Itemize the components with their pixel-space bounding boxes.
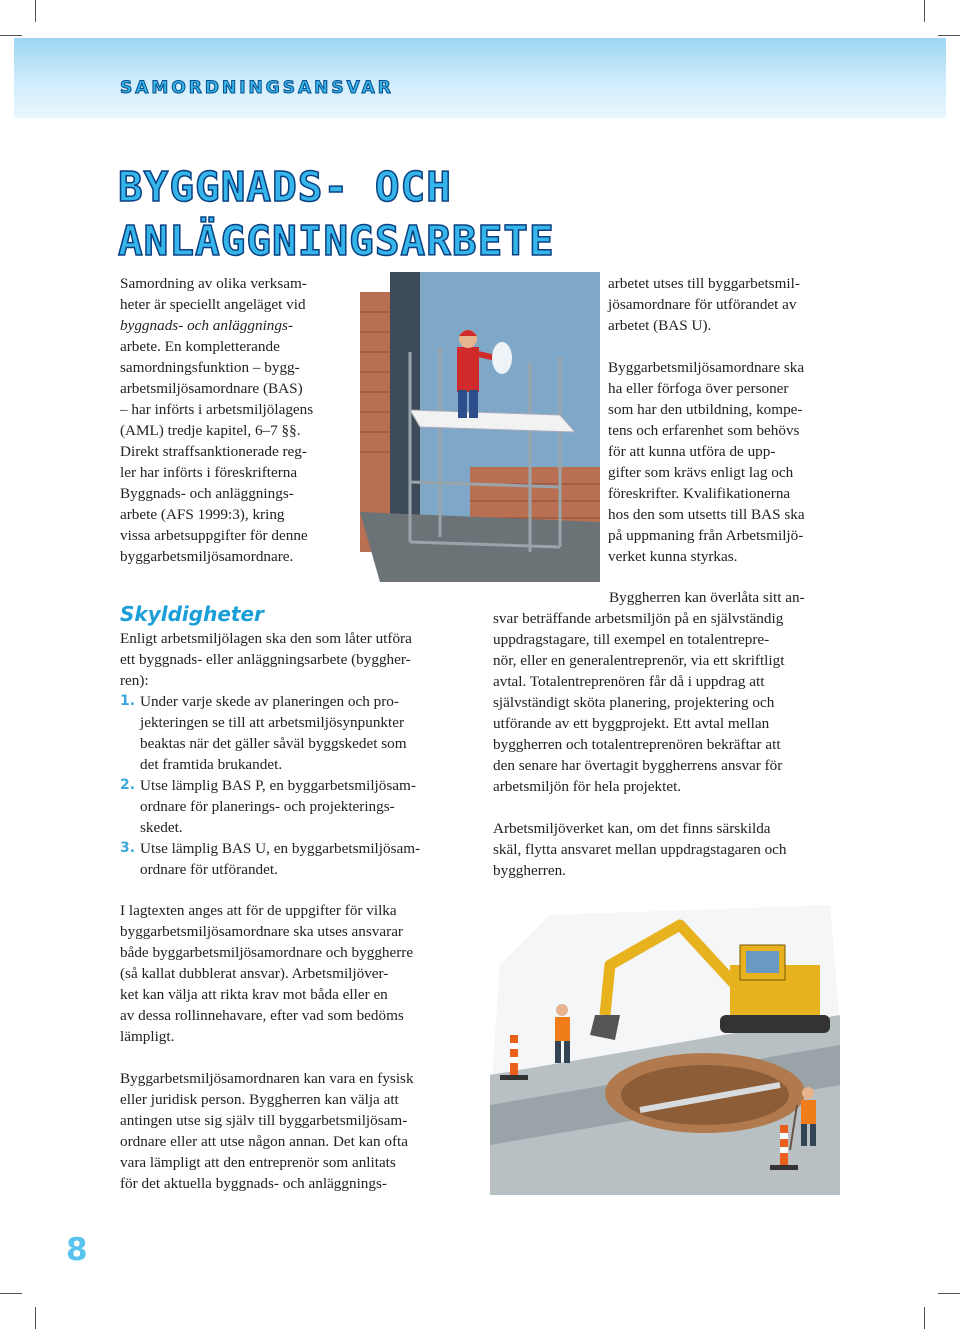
text-line: (så kallat dubblerat ansvar). Arbetsmiljöver- (120, 965, 389, 982)
text-line: heter är speciellt angeläget vid (120, 296, 306, 313)
text-line: uppdragstagare, till exempel en totalentrepre- (493, 631, 770, 648)
text-line: Utse lämplig BAS U, en byggarbetsmiljösam- (140, 840, 421, 857)
duties-list (120, 628, 470, 880)
crop-mark (938, 35, 960, 36)
text-line: både byggarbetsmiljösamordnare och byggherre (120, 944, 414, 961)
excavator-illustration (490, 905, 840, 1195)
text-line: som har den utbildning, kompe- (608, 401, 803, 418)
text-line: antingen utse sig själv till byggarbetsmiljösam- (120, 1112, 408, 1129)
text-line: föreskrifter. Kvalifikationerna (608, 485, 791, 502)
text-line: I lagtexten anges att för de uppgifter för vilka (120, 902, 397, 919)
text-line: arbetet (BAS U). (608, 317, 712, 334)
text-line: Byggarbetsmiljösamordnaren kan vara en fysisk (120, 1070, 414, 1087)
left-column-bottom (120, 900, 480, 1194)
text-line: byggarbetsmiljösamordnare ska utses ansvarar (120, 923, 403, 940)
text-line: arbete (AFS 1999:3), kring (120, 506, 285, 523)
text-line: ket kan välja att rikta krav mot båda eller en (120, 986, 388, 1003)
text-line: ha eller förfoga över personer (608, 380, 789, 397)
crop-mark (0, 1293, 22, 1294)
text-line: jekteringen se till att arbetsmiljösynpunkter (140, 714, 405, 731)
right-column-middle (493, 587, 853, 881)
text-line: ett byggnads- eller anläggningsarbete (byggher- (120, 651, 411, 668)
section-heading: Skyldigheter (120, 602, 264, 626)
text-line: arbetsmiljön för hela projektet. (493, 778, 682, 795)
text-line: jösamordnare för utförandet av (608, 296, 797, 313)
text-line: Direkt straffsanktionerade reg- (120, 443, 307, 460)
text-line: byggnads- och anläggnings- (120, 317, 293, 334)
text-line: lämpligt. (120, 1028, 175, 1045)
text-line: tens och erfarenhet som behövs (608, 422, 800, 439)
list-number: 1. (120, 693, 136, 709)
text-line: av dessa rollinnehavare, efter vad som bedöms (120, 1007, 404, 1024)
text-line: hos den som utsetts till BAS ska (608, 506, 805, 523)
text-line: ordnare för utförandet. (140, 861, 278, 878)
page-title-line-2: ANLÄGGNINGSARBETE (118, 217, 555, 265)
text-line: svar beträffande arbetsmiljön på en självständig (493, 610, 784, 627)
text-line: arbetet utses till byggarbetsmil- (608, 275, 800, 292)
text-line: för det aktuella byggnads- och anläggnings- (120, 1175, 387, 1192)
text-line: för att kunna utföra de upp- (608, 443, 776, 460)
text-line: den senare har övertagit byggherrens ansvar för (493, 757, 783, 774)
crop-mark (924, 1307, 925, 1329)
list-number: 3. (120, 840, 136, 856)
text-line: Under varje skede av planeringen och pro- (140, 693, 399, 710)
text-line: – har införts i arbetsmiljölagens (120, 401, 314, 418)
text-line: vara lämpligt att den entreprenör som anlitats (120, 1154, 396, 1171)
text-line: arbetsmiljösamordnare (BAS) (120, 380, 303, 397)
page-title-line-1: BYGGNADS- OCH (118, 163, 452, 211)
list-item (120, 838, 470, 880)
text-line: ordnare för planerings- och projekterings- (140, 798, 395, 815)
text-line: ordnare eller att utse någon annan. Det kan ofta (120, 1133, 409, 1150)
text-line: skedet. (140, 819, 183, 836)
text-line: Byggherren kan överlåta sitt an- (609, 589, 805, 606)
text-line: Enligt arbetsmiljölagen ska den som låter utföra (120, 630, 412, 647)
text-line: samordningsfunktion – bygg- (120, 359, 300, 376)
text-line: Arbetsmiljöverket kan, om det finns särskilda (493, 820, 771, 837)
crop-mark (924, 0, 925, 22)
right-column-top (608, 273, 938, 567)
text-line: det framtida brukandet. (140, 756, 283, 773)
page-title (118, 160, 555, 268)
text-line: ler har införts i föreskrifterna (120, 464, 298, 481)
text-line: Byggnads- och anläggnings- (120, 485, 294, 502)
text-line: nör, eller en generalentreprenör, via ett skriftligt (493, 652, 785, 669)
text-line: arbete. En kompletterande (120, 338, 280, 355)
text-line: Samordning av olika verksam- (120, 275, 307, 292)
text-line: avtal. Totalentreprenören får då i uppdrag att (493, 673, 765, 690)
text-line: ren): (120, 672, 149, 689)
crop-mark (0, 35, 22, 36)
text-line: skäl, flytta ansvaret mellan uppdragstagaren och (493, 841, 787, 858)
text-line: på uppmaning från Arbetsmiljö- (608, 527, 804, 544)
text-line: byggherren och totalentreprenören bekräftar att (493, 736, 781, 753)
crop-mark (35, 0, 36, 22)
list-item (120, 691, 470, 775)
list-item (120, 775, 470, 838)
text-line: vissa arbetsuppgifter för denne (120, 527, 308, 544)
intro-paragraph (120, 273, 360, 567)
text-line: (AML) tredje kapitel, 6–7 §§. (120, 422, 301, 439)
text-line: byggherren. (493, 862, 566, 879)
list-number: 2. (120, 777, 136, 793)
crop-mark (35, 1307, 36, 1329)
text-line: gifter som krävs enligt lag och (608, 464, 794, 481)
text-line: beaktas när det gäller såväl byggskedet som (140, 735, 407, 752)
text-line: Byggarbetsmiljösamordnare ska (608, 359, 805, 376)
text-line: verket kunna styrkas. (608, 548, 738, 565)
page-number: 8 (66, 1232, 88, 1268)
crop-mark (938, 1293, 960, 1294)
scaffold-worker-illustration (360, 272, 600, 582)
text-line: Utse lämplig BAS P, en byggarbetsmiljösam- (140, 777, 416, 794)
section-label: SAMORDNINGSANSVAR (120, 78, 394, 98)
text-line: självständigt sköta planering, projektering och (493, 694, 775, 711)
text-line: utförande av ett byggprojekt. Ett avtal mellan (493, 715, 770, 732)
text-line: byggarbetsmiljösamordnare. (120, 548, 294, 565)
text-line: eller juridisk person. Byggherren kan välja att (120, 1091, 399, 1108)
